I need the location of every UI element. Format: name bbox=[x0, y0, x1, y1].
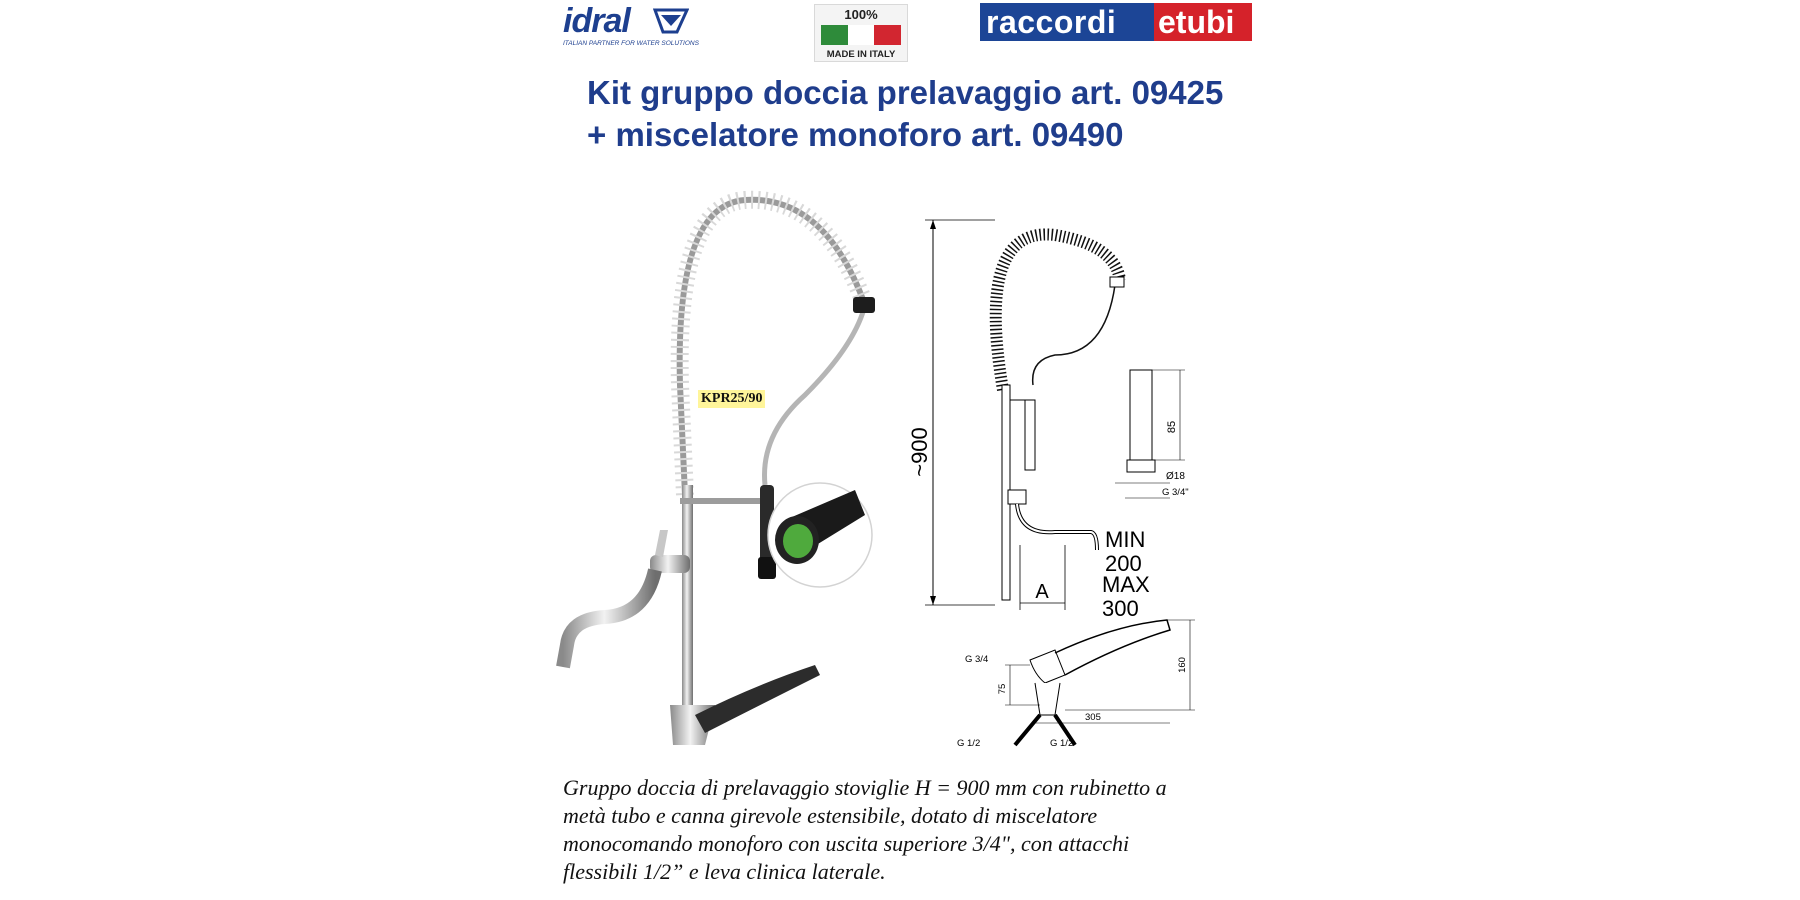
hose bbox=[765, 305, 866, 485]
made-in-italy-percent: 100% bbox=[844, 7, 878, 22]
description-line-3: monocomando monoforo con uscita superiore 3/4", con attacchi bbox=[563, 831, 1130, 856]
raccordi-logo-left: raccordi bbox=[980, 3, 1154, 41]
tap-lever bbox=[655, 530, 668, 557]
dim-g-3-4-inch: G 3/4" bbox=[1162, 487, 1189, 498]
spray-nozzle bbox=[758, 557, 776, 579]
mixer-g-1-2-left: G 1/2 bbox=[957, 738, 981, 749]
made-in-italy-badge bbox=[814, 4, 908, 62]
technical-drawing bbox=[905, 205, 1225, 770]
mixer-dim-75: 75 bbox=[997, 683, 1008, 695]
max-label: MAX bbox=[1102, 572, 1150, 597]
dim-diameter-18: Ø18 bbox=[1166, 471, 1185, 482]
min-label: MIN bbox=[1105, 527, 1146, 552]
description-line-4: flessibili 1/2” e leva clinica laterale. bbox=[563, 859, 886, 884]
mixer-drawing-body bbox=[1030, 650, 1065, 683]
mixer-dim-160: 160 bbox=[1177, 657, 1188, 673]
tap-spout bbox=[563, 570, 655, 667]
title-line-2: + miscelatore monoforo art. 09490 bbox=[587, 116, 1124, 153]
nozzle-detail-aerator bbox=[783, 524, 813, 558]
mixer-g-3-4: G 3/4 bbox=[965, 654, 989, 665]
max-value: 300 bbox=[1102, 596, 1139, 621]
a-label: A bbox=[1035, 581, 1049, 603]
page-title bbox=[587, 72, 1223, 156]
model-label: KPR25/90 bbox=[698, 390, 765, 408]
title-line-1: Kit gruppo doccia prelavaggio art. 09425 bbox=[587, 74, 1224, 111]
mixer-g-1-2-right: G 1/2 bbox=[1050, 738, 1074, 749]
holder-arm bbox=[680, 498, 770, 504]
drawing-hose bbox=[1033, 285, 1115, 385]
mixer-drawing-lever bbox=[1055, 620, 1170, 675]
italian-flag-icon bbox=[821, 25, 901, 45]
mixer-dim-305: 305 bbox=[1085, 712, 1101, 723]
product-description bbox=[563, 774, 1223, 886]
main-column bbox=[682, 485, 693, 705]
tailpiece-detail bbox=[1130, 370, 1152, 465]
idral-logo bbox=[563, 4, 703, 48]
description-line-2: metà tubo e canna girevole estensibile, dotato di miscelatore bbox=[563, 803, 1098, 828]
idral-tagline: ITALIAN PARTNER FOR WATER SOLUTIONS bbox=[563, 40, 699, 47]
description-line-1: Gruppo doccia di prelavaggio stoviglie H = 900 mm con rubinetto a bbox=[563, 775, 1167, 800]
product-photo bbox=[555, 185, 885, 750]
dim-85: 85 bbox=[1166, 420, 1178, 434]
height-label: ~900 bbox=[907, 427, 932, 477]
min-value: 200 bbox=[1105, 551, 1142, 576]
made-in-italy-label: MADE IN ITALY bbox=[826, 49, 896, 60]
hose-clip bbox=[853, 297, 875, 313]
raccordi-logo-right: etubi bbox=[1154, 3, 1252, 41]
idral-logo-word: idral bbox=[563, 2, 630, 40]
drawing-spray bbox=[1025, 400, 1035, 470]
idral-shield-icon bbox=[653, 8, 689, 34]
clinical-lever bbox=[695, 665, 820, 733]
raccordi-tubi-logo bbox=[980, 3, 1252, 41]
spring-coil bbox=[680, 200, 865, 495]
drawing-coil bbox=[996, 234, 1120, 390]
